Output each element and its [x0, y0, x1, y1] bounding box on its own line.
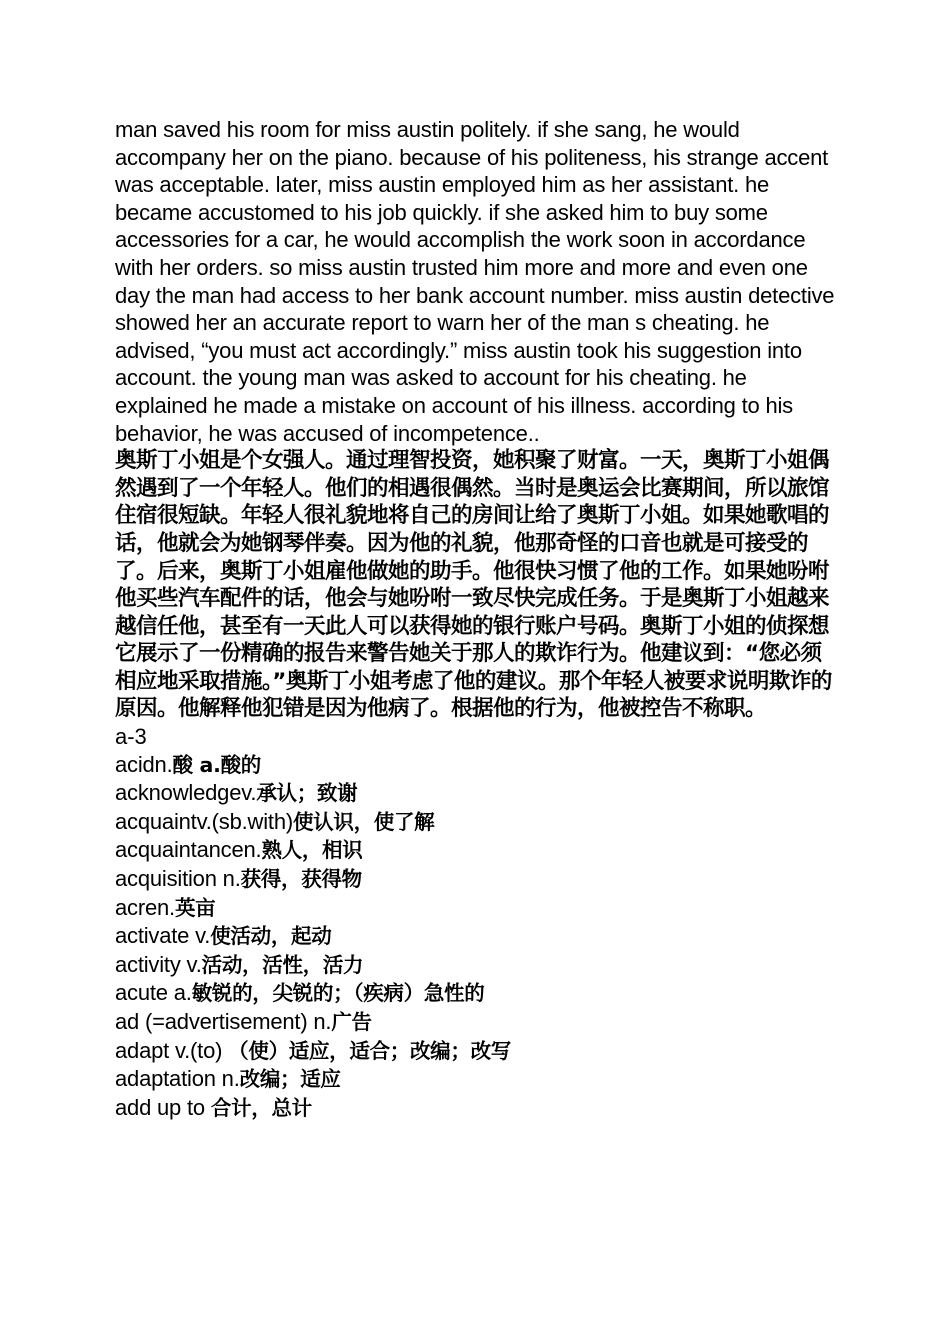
vocab-item	[115, 922, 840, 951]
vocab-definition: 活动，活性，活力	[201, 952, 364, 977]
vocab-definition: 承认；致谢	[256, 781, 358, 806]
story-english-part-2: showed her an accurate report to warn her of the man s cheating. he advised, “you must act accordingly.” miss austin took his suggestion into account. the young man was asked to account for his cheating. he explained he made a mistake on account of his illness. according to his behavior, he was accused of incompetence..	[115, 310, 802, 446]
vocab-item	[115, 779, 840, 808]
vocab-definition: 使认识，使了解	[292, 809, 435, 834]
story-english-part-1: man saved his room for miss austin politely. if she sang, he would accompany her on the piano. because of his politeness, his strange accent was acceptable. later, miss austin employed him as her assistant. he became accustomed to his job quickly. if she asked him to buy some accessories for a car, he would accomplish the work soon in accordance with her orders. so miss austin trusted him more and more and even one day the man had access to her bank account number. miss austin detective	[115, 117, 835, 308]
vocab-item	[115, 1065, 840, 1094]
vocab-item	[115, 979, 840, 1008]
vocab-item	[115, 1037, 840, 1066]
vocab-word: activate v.	[115, 923, 211, 949]
vocab-word: acknowledgev.	[115, 780, 257, 806]
vocab-definition: 酸 a.酸的	[172, 752, 261, 777]
vocab-definition: 广告	[331, 1010, 372, 1034]
vocab-definition: 改编；适应	[239, 1067, 341, 1092]
section-label: a-3	[115, 724, 147, 750]
vocab-item	[115, 808, 840, 837]
vocab-definition: 熟人，相识	[261, 838, 363, 863]
vocab-definition: 获得，获得物	[240, 867, 362, 892]
vocab-definition: 使活动，起动	[210, 924, 332, 949]
vocab-word: ad (=advertisement) n.	[115, 1009, 332, 1034]
vocab-item	[115, 894, 840, 923]
vocab-item	[115, 1008, 840, 1037]
vocab-word: acidn.	[115, 751, 173, 777]
vocab-definition: （使）适应，适合；改编；改写	[228, 1038, 511, 1063]
vocab-definition: 英亩	[174, 895, 216, 920]
vocab-definition: 合计，总计	[210, 1095, 312, 1120]
vocab-word: acquisition n.	[115, 866, 241, 892]
vocab-definition: 敏锐的，尖锐的；（疾病）急性的	[191, 981, 485, 1006]
vocab-word: acren.	[115, 894, 175, 920]
vocab-word: acute a.	[115, 980, 192, 1006]
vocab-word: add up to	[115, 1094, 211, 1120]
vocab-item	[115, 836, 840, 865]
vocab-item	[115, 1094, 840, 1123]
vocab-item	[115, 951, 840, 980]
story-chinese-translation: 奥斯丁小姐是个女强人。通过理智投资，她积聚了财富。一天，奥斯丁小姐偶然遇到了一个年轻人。他们的相遇很偶然。当时是奥运会比赛期间，所以旅馆住宿很短缺。年轻人很礼貌地将自己的房间让给了奥斯丁小姐。如果她歌唱的话，他就会为她钢琴伴奏。因为他的礼貌，他那奇怪的口音也就是可接受的了。后来，奥斯丁小姐雇他做她的助手。他很快习惯了他的工作。如果她吩咐他买些汽车配件的话，他会与她吩咐一致尽快完成任务。于是奥斯丁小姐越来越信任他，甚至有一天此人可以获得她的银行账户号码。奥斯丁小姐的侦探想它展示了一份精确的报告来警告她关于那人的欺诈行为。他建议到：“您必须相应地采取措施。”奥斯丁小姐考虑了他的建议。那个年轻人被要求说明欺诈的原因。他解释他犯错是因为他病了。根据他的行为，他被控告不称职。	[115, 448, 832, 722]
vocab-word: activity v.	[115, 951, 202, 977]
vocab-word: adaptation n.	[115, 1066, 240, 1092]
vocab-word: adapt v.(to)	[115, 1037, 229, 1063]
document-page	[115, 116, 840, 1122]
vocab-word: acquaintv.(sb.with)	[115, 808, 293, 834]
vocabulary-list	[115, 751, 840, 1123]
vocab-item	[115, 865, 840, 894]
vocab-item	[115, 751, 840, 780]
vocab-word: acquaintancen.	[115, 837, 262, 863]
